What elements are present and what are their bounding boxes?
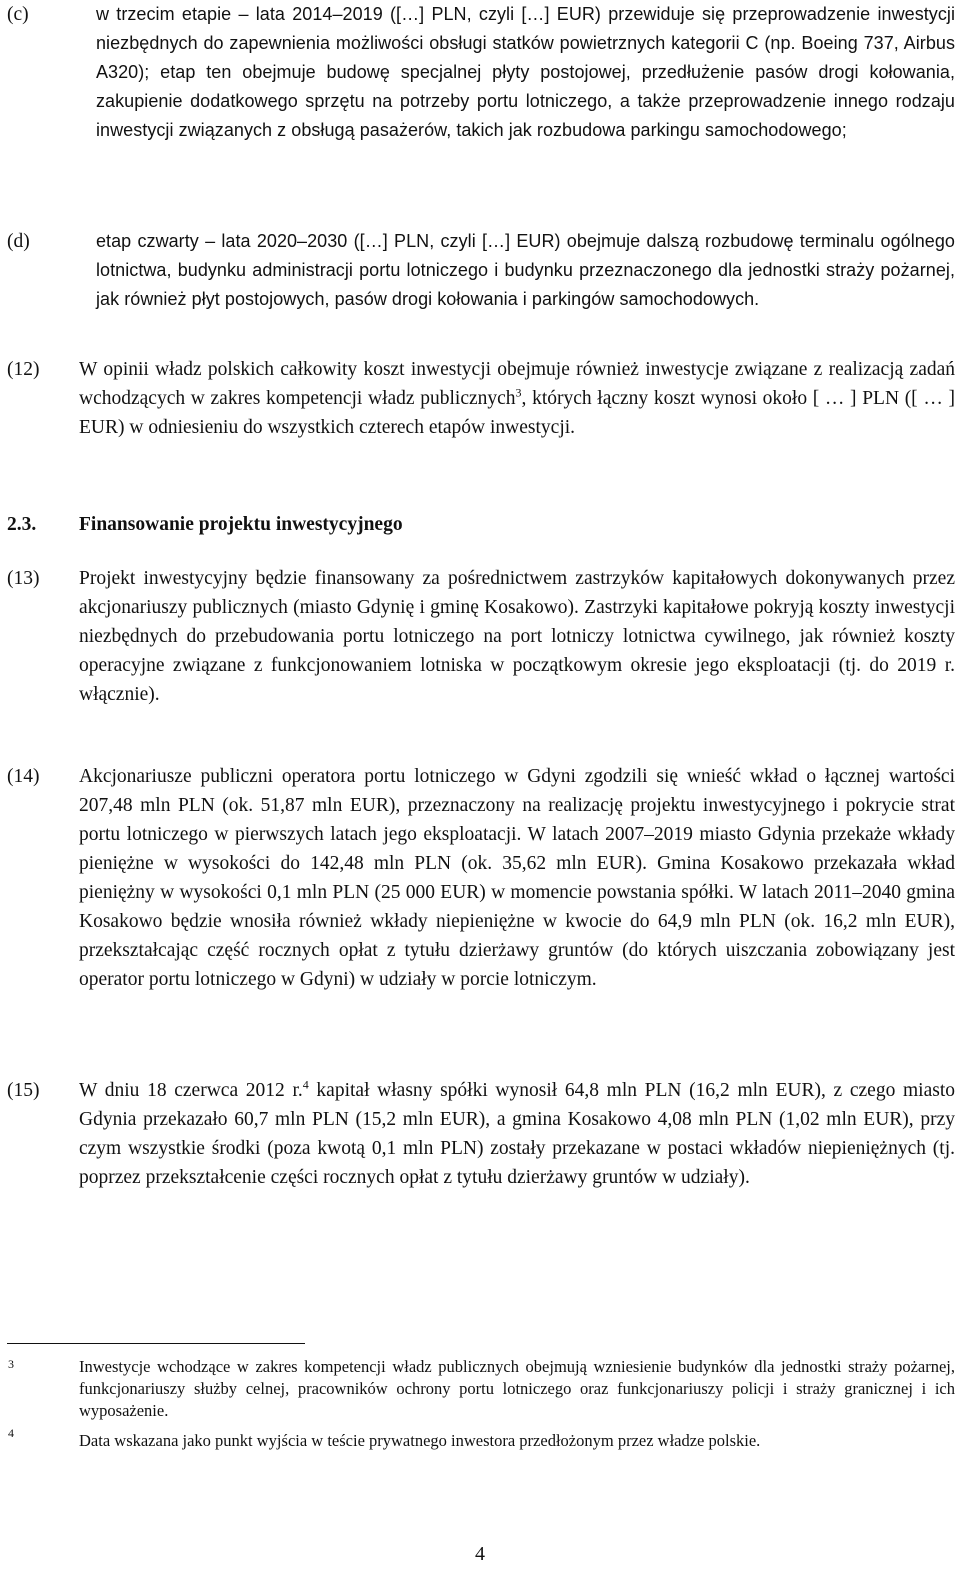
item-label: (c) (7, 4, 29, 25)
item-text: w trzecim etapie – lata 2014–2019 ([…] PLN, czyli […] EUR) przewiduje się przeprowadzenie inwestycji niezbędnych do zapewnienia możliwości obsługi statków powietrznych kategorii C (np. Boeing 737, Airbus A320); etap ten obejmuje budowę specjalnej płyty postojowej, przedłużenie pasów drogi kołowania, zakupienie dodatkowego sprzętu na potrzeby portu lotniczego, a także przeprowadzenie innego rodzaju inwestycji związanych z obsługą pasażerów, takich jak rozbudowa parkingu samochodowego; (96, 4, 955, 140)
item-text: etap czwarty – lata 2020–2030 ([…] PLN, czyli […] EUR) obejmuje dalszą rozbudowę terminalu ogólnego lotnictwa, budynku administracji portu lotniczego i budynku przeznaczonego dla jednostki straży pożarnej, jak również płyt postojowych, pasów drogi kołowania i parkingów samochodowych. (96, 231, 955, 309)
paragraph-number: (13) (7, 568, 40, 589)
footnote-separator (7, 1343, 305, 1344)
section-number: 2.3. (7, 514, 37, 535)
footnote-number: 4 (8, 1426, 14, 1440)
item-label: (d) (7, 231, 30, 252)
page-number: 4 (475, 1543, 485, 1565)
paragraph-text-part: , których łączny koszt wynosi około [ … ] PLN ([ … ] EUR) w odniesieniu do wszystkich czterech etapów inwestycji. (79, 388, 955, 438)
paragraph-text (79, 355, 955, 442)
paragraph-number: (14) (7, 766, 40, 787)
footnote-number: 3 (8, 1357, 14, 1371)
paragraph-text: Projekt inwestycyjny będzie finansowany za pośrednictwem zastrzyków kapitałowych dokonywanych przez akcjonariuszy publicznych (miasto Gdynię i gminę Kosakowo). Zastrzyki kapitałowe pokryją koszty inwestycji niezbędnych do przebudowania portu lotniczego na port lotniczy lotnictwa cywilnego, jak również koszty operacyjne związane z funkcjonowaniem lotniska w początkowym okresie jego eksploatacji (tj. do 2019 r. włącznie). (79, 568, 955, 705)
paragraph-text-part: W dniu 18 czerwca 2012 r. (79, 1080, 303, 1101)
paragraph-text: Akcjonariusze publiczni operatora portu lotniczego w Gdyni zgodzili się wnieść wkład o łącznej wartości 207,48 mln PLN (ok. 51,87 mln EUR), przeznaczony na realizację projektu inwestycyjnego i pokrycie strat portu lotniczego w pierwszych latach jego eksploatacji. W latach 2007–2019 miasto Gdynia przekaże wkłady pieniężne w wysokości do 142,48 mln PLN (ok. 35,62 mln EUR). Gmina Kosakowo przekazała wkład pieniężny w wysokości 0,1 mln PLN (25 000 EUR) w momencie powstania spółki. W latach 2011–2040 gmina Kosakowo będzie wnosiła również wkłady niepieniężne w kwocie do 64,9 mln PLN (ok. 16,2 mln EUR), przekształcając część rocznych opłat z tytułu dzierżawy gruntów (do których uiszczania zobowiązany jest operator portu lotniczego w Gdyni) w udziały w porcie lotniczym. (79, 766, 955, 990)
footnote-reference: 4 (302, 1077, 309, 1092)
footnote-text: Inwestycje wchodzące w zakres kompetencji władz publicznych obejmują wzniesienie budynków dla jednostki straży pożarnej, funkcjonariuszy służby celnej, pracowników ochrony portu lotniczego oraz funkcjonariuszy policji i straży granicznej i ich wyposażenie. (79, 1357, 955, 1420)
paragraph-text (79, 1076, 955, 1192)
footnote-text: Data wskazana jako punkt wyjścia w teście prywatnego inwestora przedłożonym przez władze polskie. (79, 1431, 761, 1450)
paragraph-text-part: kapitał własny spółki wynosił 64,8 mln PLN (16,2 mln EUR), z czego miasto Gdynia przekazało 60,7 mln PLN (15,2 mln EUR), a gmina Kosakowo 4,08 mln PLN (1,02 mln EUR), przy czym wszystkie środki (poza kwotą 0,1 mln PLN) zostały przekazane w postaci wkładów niepieniężnych (tj. poprzez przekształcenie części rocznych opłat z tytułu dzierżawy gruntów w udziały). (79, 1080, 955, 1188)
footnote-reference: 3 (515, 385, 522, 400)
paragraph-number: (12) (7, 359, 40, 380)
paragraph-text-part: W opinii władz polskich całkowity koszt inwestycji obejmuje również inwestycje związane z realizacją zadań wchodzących w zakres kompetencji władz publicznych (79, 359, 955, 409)
paragraph-number: (15) (7, 1080, 40, 1101)
section-title: Finansowanie projektu inwestycyjnego (79, 514, 403, 535)
